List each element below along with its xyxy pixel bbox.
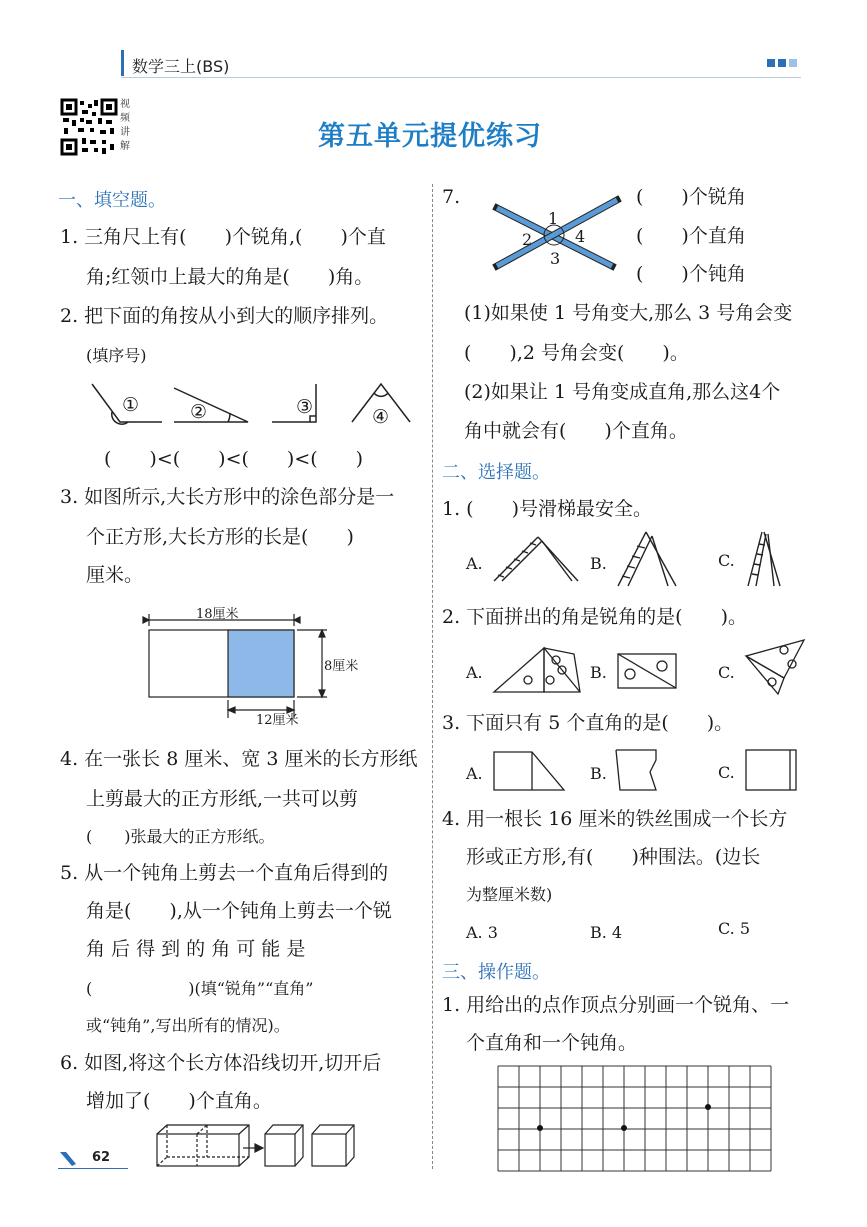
q5-line-5: 或“钝角”,写出所有的情况)。 [86,1016,290,1035]
q6-cuboid-figure [155,1122,365,1170]
q2-line-1: 2. 把下面的角按从小到大的顺序排列。 [60,305,389,327]
page-title: 第五单元提优练习 [318,121,542,152]
q2-line-2: (填序号) [86,346,147,365]
c3-option-c-label[interactable]: C. [718,763,735,782]
q6-line-1: 6. 如图,将这个长方体沿线切开,切开后 [60,1052,382,1074]
c1-option-a-label[interactable]: A. [466,554,483,573]
header-accent-bar [121,50,124,76]
q7-angle-label-4: 4 [575,227,586,246]
q5-line-1: 5. 从一个钝角上剪去一个直角后得到的 [60,862,389,884]
section-multiple-choice: 二、选择题。 [442,462,550,483]
angle-label-4: ④ [372,406,390,428]
c4-option-c[interactable]: C. 5 [718,919,751,938]
qr-side-label: 视频讲解 [120,99,130,152]
qr-code-icon[interactable] [60,98,118,156]
section-operation: 三、操作题。 [442,962,550,983]
q7-part1-line-2: ( ),2 号角会变( )。 [464,342,689,364]
slide-option-b-icon[interactable] [616,530,678,588]
q7-number: 7. [442,186,461,208]
choice-q3: 3. 下面只有 5 个直角的是( )。 [442,712,734,734]
q3-side-length: 8厘米 [324,659,359,674]
q2-answer-blanks[interactable]: ( )<( )<( )<( ) [104,448,364,470]
choice-q4-line-3: 为整厘米数) [466,885,553,904]
shape-option-a-icon[interactable] [492,750,568,792]
operation-q1-line-2: 个直角和一个钝角。 [466,1032,638,1054]
c1-option-c-label[interactable]: C. [718,551,735,570]
footer-rule [58,1168,128,1169]
shape-option-c-icon[interactable] [744,748,800,792]
page-number: 62 [92,1150,111,1165]
q6-line-2: 增加了( )个直角。 [86,1090,272,1112]
triangle-option-c-icon[interactable] [744,638,810,696]
angle-label-2: ② [190,401,208,423]
q4-line-2: 上剪最大的正方形纸,一共可以剪 [86,788,359,810]
q2-angle-figures [90,378,420,430]
header-square-2 [778,59,786,67]
angle-label-1: ① [122,394,140,416]
slide-option-c-icon[interactable] [744,530,784,588]
c2-option-b-label[interactable]: B. [590,663,607,682]
q3-line-3: 厘米。 [86,564,144,586]
q3-top-length: 18厘米 [196,607,239,622]
grid-dot [621,1125,627,1131]
q1-line-2: 角;红领巾上最大的角是( )角。 [86,266,374,288]
operation-q1-line-1: 1. 用给出的点作顶点分别画一个锐角、一 [442,994,790,1016]
q7-part2-line-2: 角中就会有( )个直角。 [464,420,688,442]
choice-q4-line-2: 形或正方形,有( )种围法。(边长 [466,846,761,868]
angle-label-3: ③ [296,396,314,418]
q3-bottom-length: 12厘米 [256,713,299,728]
c3-option-b-label[interactable]: B. [590,764,607,783]
grid-dot [705,1104,711,1110]
c4-option-a[interactable]: A. 3 [466,923,498,942]
q7-option-acute[interactable]: ( )个锐角 [636,186,746,208]
q7-angle-label-2: 2 [522,230,533,249]
c2-option-c-label[interactable]: C. [718,663,735,682]
section-fill-in: 一、填空题。 [58,190,166,211]
q5-line-2: 角是( ),从一个钝角上剪去一个锐 [86,900,392,922]
q7-angle-label-1: 1 [548,209,559,228]
q7-part2-line-1: (2)如果让 1 号角变成直角,那么这4个 [464,381,781,403]
q1-line-1: 1. 三角尺上有( )个锐角,( )个直 [60,226,386,248]
shape-option-b-icon[interactable] [614,748,666,792]
slide-option-a-icon[interactable] [494,535,578,583]
triangle-option-b-icon[interactable] [616,652,678,690]
c2-option-a-label[interactable]: A. [466,663,483,682]
c4-option-b[interactable]: B. 4 [590,923,623,942]
q4-line-1: 4. 在一张长 8 厘米、宽 3 厘米的长方形纸 [60,748,418,770]
c3-option-a-label[interactable]: A. [466,764,483,783]
book-title: 数学三上(BS) [132,57,230,76]
column-divider [432,184,433,1169]
q4-line-3: ( )张最大的正方形纸。 [86,827,275,846]
q3-line-2: 个正方形,大长方形的长是( ) [86,526,354,548]
q7-option-obtuse[interactable]: ( )个钝角 [636,263,746,285]
triangle-option-a-icon[interactable] [492,644,584,694]
q7-option-right[interactable]: ( )个直角 [636,225,746,247]
choice-q1: 1. ( )号滑梯最安全。 [442,498,652,520]
q3-line-1: 3. 如图所示,大长方形中的涂色部分是一 [60,486,395,508]
header-square-1 [767,59,775,67]
q7-angle-label-3: 3 [550,249,561,268]
header-square-3 [789,59,797,67]
dot-grid[interactable] [498,1066,786,1170]
q5-line-4: ( )(填“锐角”“直角” [86,979,314,998]
q5-line-3: 角 后 得 到 的 角 可 能 是 [86,938,306,960]
header-rule [121,77,801,78]
choice-q4-line-1: 4. 用一根长 16 厘米的铁丝围成一个长方 [442,808,788,830]
c1-option-b-label[interactable]: B. [590,554,607,573]
q7-part1-line-1: (1)如果使 1 号角变大,那么 3 号角会变 [464,302,793,324]
pencil-icon [58,1150,78,1168]
choice-q2: 2. 下面拼出的角是锐角的是( )。 [442,606,747,628]
grid-dot [537,1125,543,1131]
